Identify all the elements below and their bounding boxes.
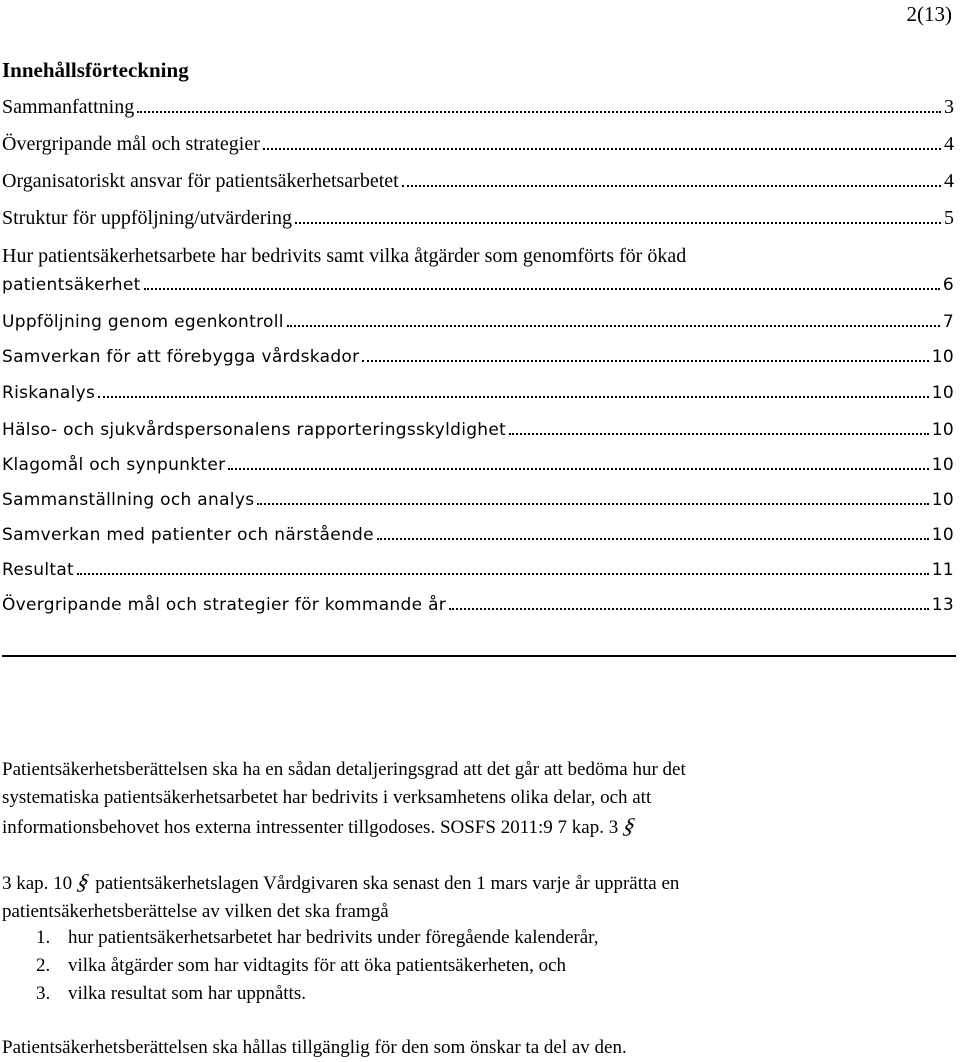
list-item [36,980,598,1008]
paragraph-law [2,868,952,926]
toc-entry[interactable] [2,560,954,595]
toc-entry[interactable] [2,312,954,347]
toc-entry-title: Samverkan med patienter och närstående [2,525,374,545]
list-number: 1. [36,927,51,948]
toc-entry-title: Övergripande mål och strategier för kommande år [2,595,447,615]
list-number: 2. [36,955,51,976]
toc-entry-page: 4 [944,133,954,155]
toc-entry-page: 6 [942,275,954,295]
toc-entry-page: 10 [931,383,954,403]
section-sign: § [73,869,94,894]
table-of-contents [2,96,954,630]
toc-leader-dots [263,148,941,150]
toc-entry[interactable] [2,490,954,525]
toc-entry[interactable] [2,96,954,133]
toc-entry-title: patientsäkerhet [2,275,141,295]
toc-entry[interactable] [2,207,954,245]
toc-entry-page: 10 [931,455,954,475]
list-text: vilka åtgärder som har vidtagits för att öka patientsäkerheten, och [68,955,567,976]
toc-entry-page: 5 [944,207,954,229]
list-text: hur patientsäkerhetsarbetet har bedrivits under föregående kalenderår, [68,927,599,948]
paragraph-line: Patientsäkerhetsberättelsen ska ha en sådan detaljeringsgrad att det går att bedöma hur det [2,759,686,780]
toc-entry-title: Struktur för uppföljning/utvärdering [2,207,292,229]
toc-entry-title: Övergripande mål och strategier [2,133,260,155]
toc-leader-dots [77,573,929,575]
toc-entry-page: 10 [931,347,954,367]
toc-entry-page: 3 [944,96,954,118]
toc-entry-page: 11 [931,560,954,580]
numbered-list [36,924,598,1008]
toc-leader-dots [144,288,940,290]
section-sign: § [619,813,640,838]
toc-entry-page: 10 [931,490,954,510]
paragraph-line: patientsäkerhetsberättelse av vilken det ska framgå [2,901,389,922]
toc-entry-title: Resultat [2,560,75,580]
toc-entry[interactable] [2,595,954,630]
toc-leader-dots [228,468,928,470]
toc-leader-dots [137,111,941,113]
toc-entry-title: Hälso- och sjukvårdspersonalens rapporteringsskyldighet [2,420,507,440]
toc-entry-page: 10 [931,420,954,440]
toc-leader-dots [377,538,929,540]
list-item [36,952,598,980]
toc-entry[interactable] [2,133,954,170]
toc-title: Innehållsförteckning [2,58,189,82]
toc-entry-multiline[interactable] [2,245,954,312]
toc-entry [2,275,954,312]
toc-leader-dots [362,360,928,362]
toc-entry-page: 4 [944,170,954,192]
toc-entry-title: Uppföljning genom egenkontroll [2,312,284,332]
toc-entry-title-line1: Hur patientsäkerhetsarbete har bedrivits samt vilka åtgärder som genomförts för ökad [2,245,687,267]
toc-entry-page: 7 [942,312,954,332]
paragraph-line-with-section [2,812,952,842]
toc-leader-dots [449,608,929,610]
paragraph-line-with-section [2,868,952,898]
toc-entry-title: Sammanfattning [2,96,135,118]
page-separator-rule [2,655,956,657]
toc-entry[interactable] [2,383,954,420]
list-text: vilka resultat som har uppnåtts. [68,983,306,1004]
paragraph-line: systematiska patientsäkerhetsarbetet har bedrivits i verksamhetens olika delar, och att [2,787,652,808]
toc-entry[interactable] [2,420,954,455]
toc-leader-dots [509,433,929,435]
toc-leader-dots [287,325,940,327]
toc-entry[interactable] [2,455,954,490]
toc-entry-title: Klagomål och synpunkter [2,455,226,475]
toc-entry-page: 10 [931,525,954,545]
page-number: 2(13) [906,2,952,26]
toc-entry-title: Sammanställning och analys [2,490,255,510]
toc-leader-dots [295,222,941,224]
toc-entry-title: Samverkan för att förebygga vårdskador [2,347,360,367]
toc-entry[interactable] [2,170,954,207]
toc-entry-page: 13 [931,595,954,615]
closing-paragraph: Patientsäkerhetsberättelsen ska hållas tillgänglig för den som önskar ta del av den. [2,1037,627,1058]
toc-leader-dots [257,503,928,505]
toc-entry[interactable] [2,525,954,560]
list-number: 3. [36,983,51,1004]
toc-entry[interactable] [2,347,954,383]
paragraph-text: patientsäkerhetslagen Vårdgivaren ska senast den 1 mars varje år upprätta en [95,873,680,894]
paragraph-detail-level [2,756,952,842]
toc-entry-title: Riskanalys [2,383,96,403]
paragraph-text: informationsbehovet hos externa intressenter tillgodoses. SOSFS 2011:9 7 kap. 3 [2,817,619,838]
toc-entry-title: Organisatoriskt ansvar för patientsäkerhetsarbetet [2,170,399,192]
paragraph-text: 3 kap. 10 [2,873,73,894]
toc-leader-dots [98,396,929,398]
toc-leader-dots [402,185,941,187]
list-item [36,924,598,952]
